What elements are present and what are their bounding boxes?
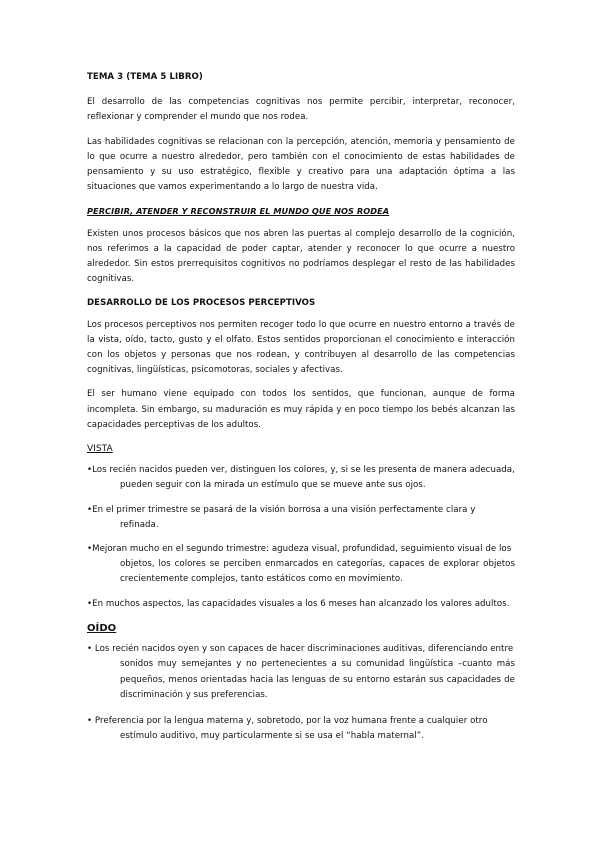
- bullet-lead: • Preferencia por la lengua materna y, sobretodo, por la voz humana frente a cualquier otro: [87, 715, 488, 726]
- bullet-lead: •En el primer trimestre se pasará de la visión borrosa a una visión perfectamente clara y: [87, 504, 476, 515]
- vista-bullet-3: [87, 542, 515, 588]
- bullet-lead: • Los recién nacidos oyen y son capaces de hacer discriminaciones auditivas, diferenciando entre: [87, 644, 514, 655]
- bullet-lead: •Los recién nacidos pueden ver, distinguen los colores, y, si se les presenta de manera adecuada,: [87, 465, 515, 476]
- bullet-lead: •En muchos aspectos, las capacidades visuales a los 6 meses han alcanzado los valores adultos.: [87, 598, 510, 609]
- bullet-cont: pueden seguir con la mirada un estímulo que se mueve ante sus ojos.: [120, 480, 426, 491]
- subheading-vista: VISTA: [87, 444, 113, 455]
- document-page: [87, 70, 515, 755]
- oido-bullet-1: [87, 642, 515, 703]
- oido-bullet-2: [87, 714, 515, 744]
- intro-paragraph-2: Las habilidades cognitivas se relacionan con la percepción, atención, memoria y pensamiento de lo que ocurre a nuestro alrededor, pero también con el conocimiento de estas habilidades de pensamiento y su uso estratégico, flexible y creativo para una adaptación óptima a las situaciones que vamos experimentando a lo largo de nuestra vida.: [87, 136, 515, 193]
- bullet-cont: estímulo auditivo, muy particularmente si se usa el “habla maternal”.: [120, 731, 425, 742]
- bullet-cont: refinada.: [120, 519, 159, 530]
- bullet-lead: •Mejoran mucho en el segundo trimestre: agudeza visual, profundidad, seguimiento visual de los: [87, 544, 512, 555]
- section-heading-percibir: PERCIBIR, ATENDER Y RECONSTRUIR EL MUNDO QUE NOS RODEA: [87, 206, 390, 217]
- vista-bullet-1: [87, 463, 515, 493]
- bullet-cont: sonidos muy semejantes y no pertenecientes a su comunidad lingüística –cuanto más pequeños, menos orientadas hacia las lenguas de su entorno estarán sus capacidades de discriminación y sus preferencias.: [120, 659, 515, 700]
- section-paragraph-procesos-2: El ser humano viene equipado con todos los sentidos, que funcionan, aunque de forma incompleta. Sin embargo, su maduración es muy rápida y en poco tiempo los bebés alcanzan las capacidades perceptivas de los adultos.: [87, 389, 515, 430]
- section-heading-procesos: DESARROLLO DE LOS PROCESOS PERCEPTIVOS: [87, 298, 316, 309]
- section-paragraph-procesos-1: Los procesos perceptivos nos permiten recoger todo lo que ocurre en nuestro entorno a través de la vista, oído, tacto, gusto y el olfato. Estos sentidos proporcionan el conocimiento e interacción con los objetos y personas que nos rodean, y contribuyen al desarrollo de las competencias cognitivas, lingüísticas, psicomotoras, sociales y afectivas.: [87, 319, 515, 376]
- subheading-oido: OÍDO: [87, 622, 117, 634]
- section-paragraph-percibir: Existen unos procesos básicos que nos abren las puertas al complejo desarrollo de la cognición, nos referimos a la capacidad de poder captar, atender y reconocer lo que ocurre a nuestro alrededor. Sin estos prerrequisitos cognitivos no podríamos desplegar el resto de las habilidades cognitivas.: [87, 228, 515, 285]
- intro-paragraph-1: El desarrollo de las competencias cognitivas nos permite percibir, interpretar, reconocer, reflexionar y comprender el mundo que nos rodea.: [87, 97, 515, 123]
- vista-bullet-2: [87, 503, 515, 533]
- bullet-cont: objetos, los colores se perciben enmarcados en categorías, capaces de explorar objetos crecientemente complejos, tanto estáticos como en movimiento.: [120, 559, 515, 585]
- document-title: TEMA 3 (TEMA 5 LIBRO): [87, 72, 203, 82]
- vista-bullet-4: [87, 597, 515, 612]
